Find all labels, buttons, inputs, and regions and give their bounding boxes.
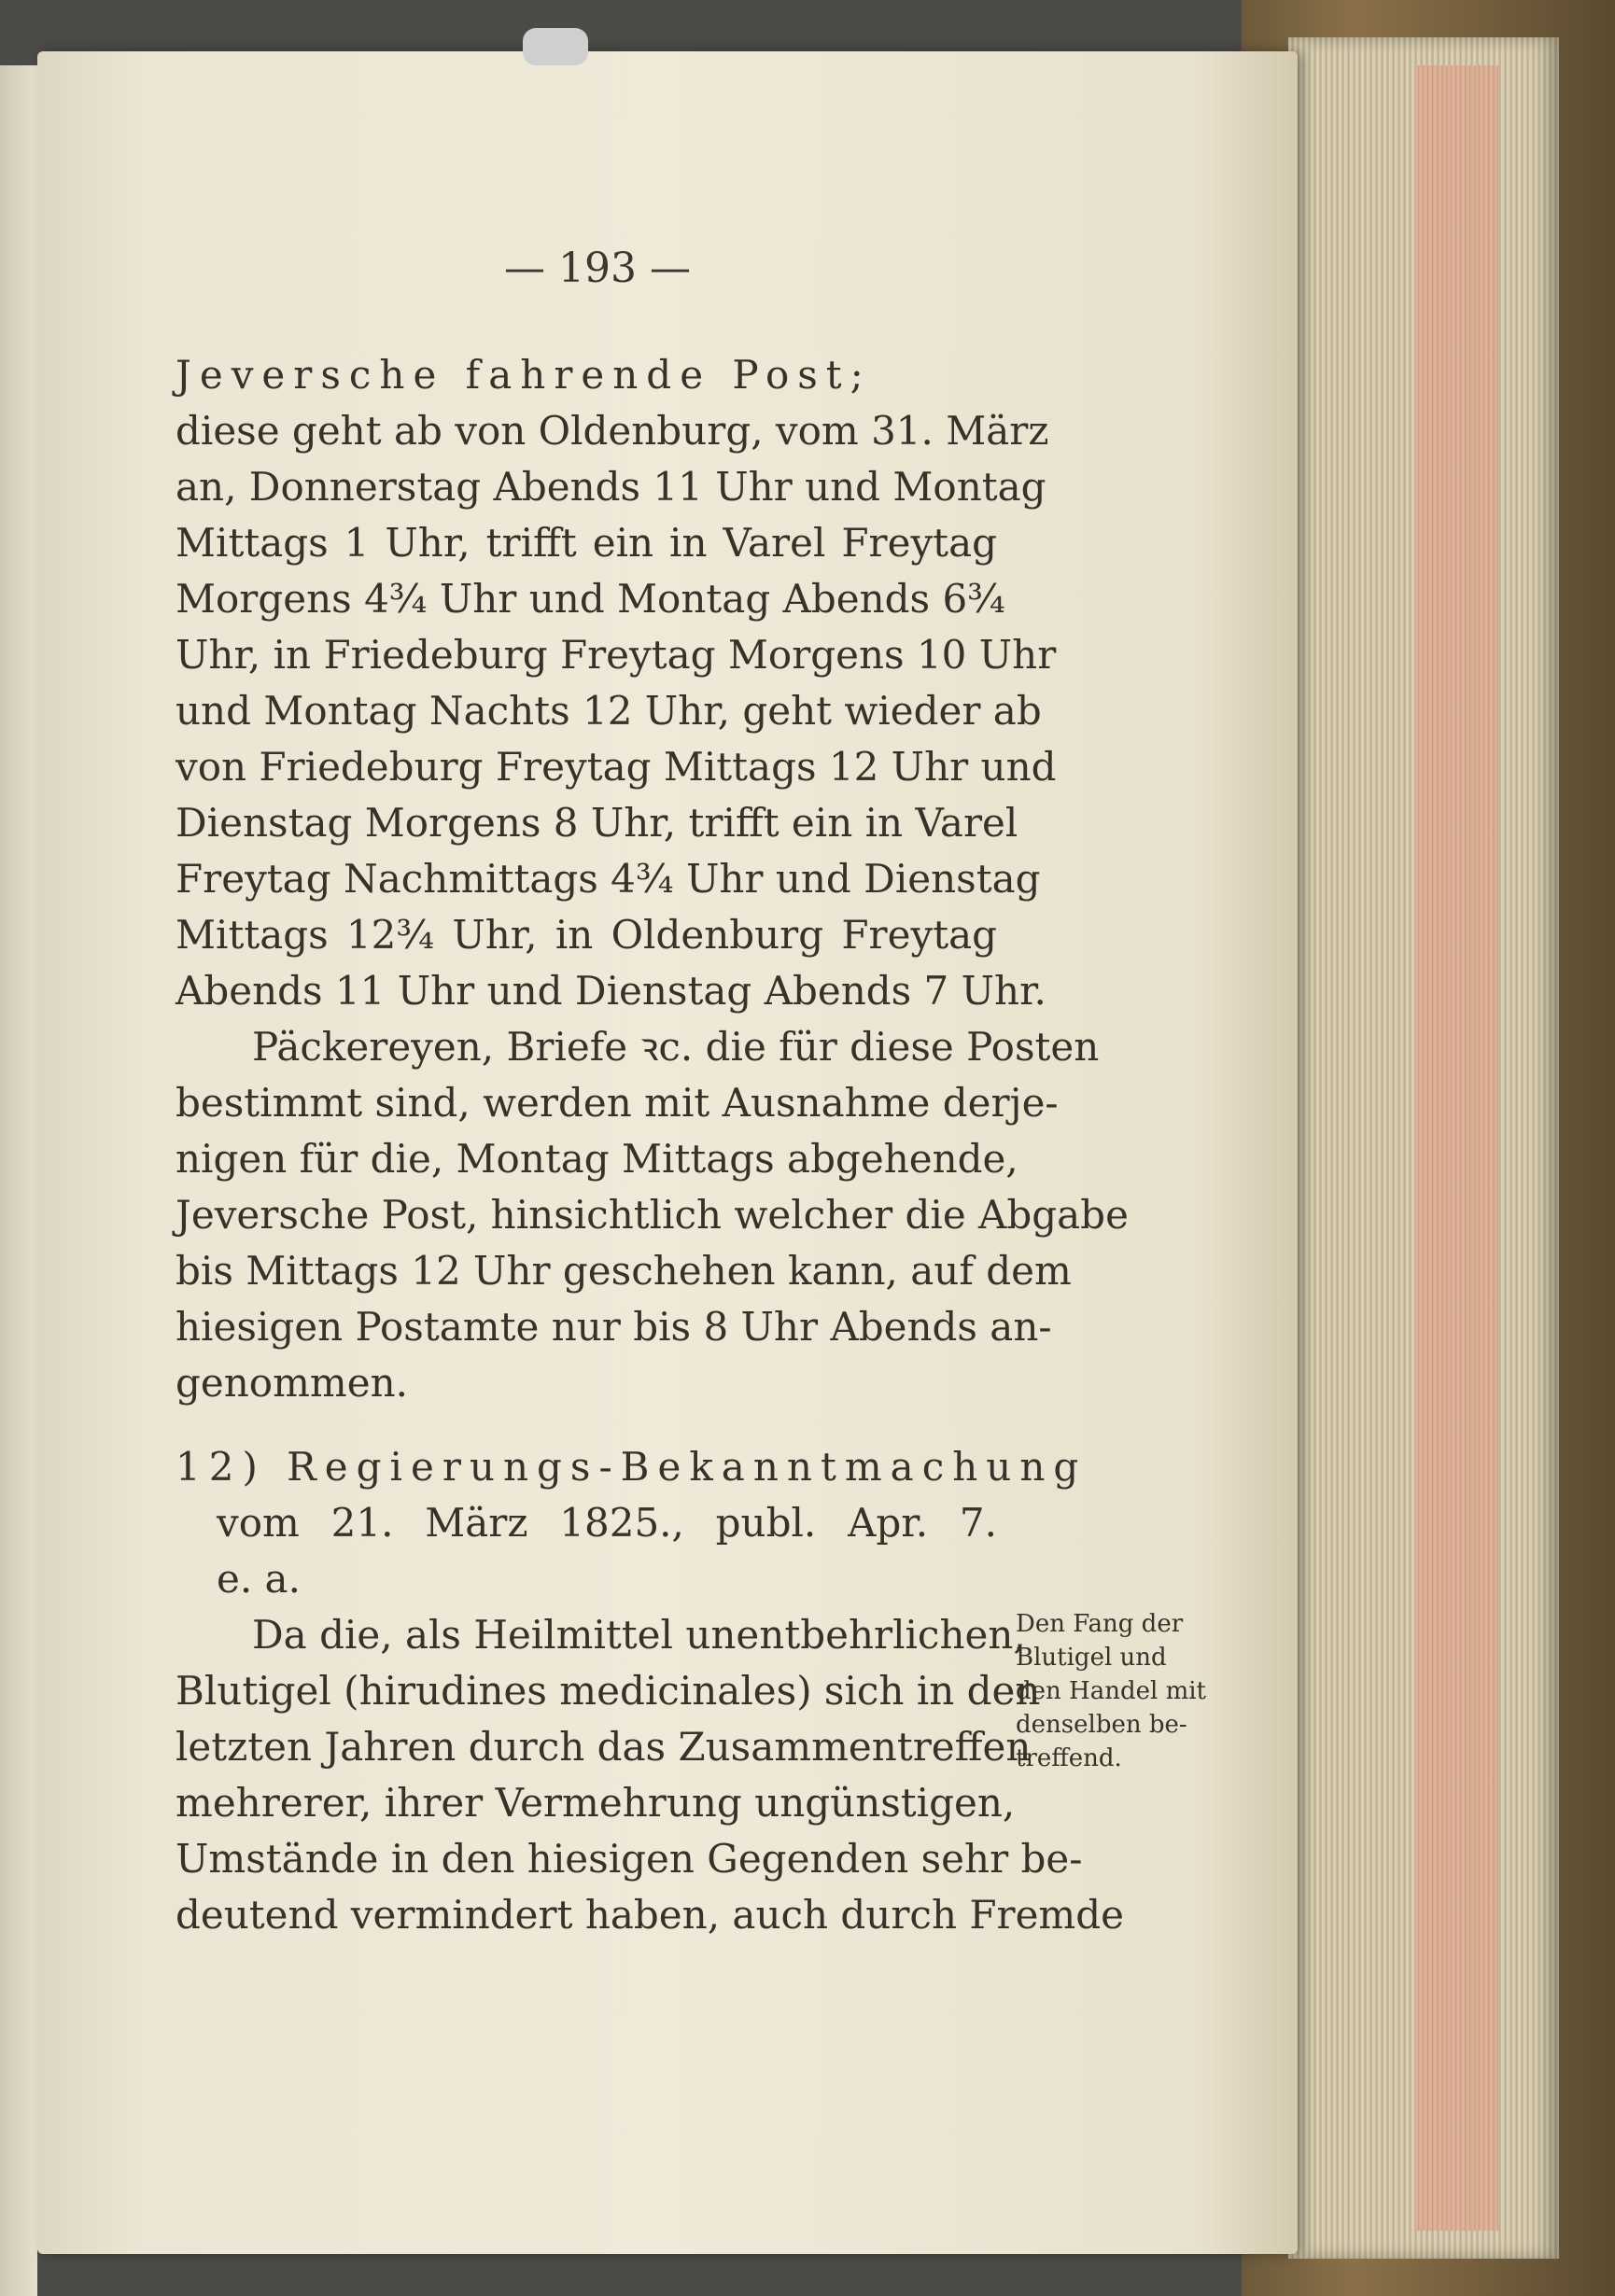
text-line: Morgens 4¾ Uhr und Montag Abends 6¾ — [176, 576, 1005, 622]
text-line: von Friedeburg Freytag Mittags 12 Uhr und — [176, 744, 1057, 790]
text-line: Freytag Nachmittags 4¾ Uhr und Dienstag — [176, 856, 1041, 902]
text-line: Uhr, in Friedeburg Freytag Morgens 10 Uhr — [176, 632, 1057, 678]
page-clip — [523, 28, 588, 65]
text-line: genommen. — [176, 1360, 408, 1406]
text-line: und Montag Nachts 12 Uhr, geht wieder ab — [176, 688, 1042, 734]
text-line: bestimmt sind, werden mit Ausnahme derje- — [176, 1080, 1059, 1126]
text-line: mehrerer, ihrer Vermehrung ungünstigen, — [176, 1780, 1016, 1826]
text-line: letzten Jahren durch das Zusammentreffen — [176, 1724, 1032, 1770]
text-line: nigen für die, Montag Mittags abgehende, — [176, 1136, 1018, 1182]
text-line: e. a. — [217, 1556, 301, 1602]
margin-note-line: treffend. — [1016, 1744, 1122, 1772]
text-line: bis Mittags 12 Uhr geschehen kann, auf dem — [176, 1248, 1072, 1294]
margin-note-line: Blutigel und — [1016, 1644, 1167, 1672]
text-line: Mittags 1 Uhr, trifft ein in Varel Freytag — [176, 520, 997, 566]
page-edge-tint — [1414, 65, 1498, 2231]
text-line: Dienstag Morgens 8 Uhr, trifft ein in Varel — [176, 800, 1018, 846]
page-header: — 193 — — [504, 245, 691, 292]
facing-page-edge — [0, 65, 37, 2296]
text-line: hiesigen Postamte nur bis 8 Uhr Abends an- — [176, 1304, 1052, 1350]
text-line: Umstände in den hiesigen Gegenden sehr be- — [176, 1836, 1083, 1882]
text-line: Jeversche Post, hinsichtlich welcher die Abgabe — [176, 1192, 1129, 1238]
text-line: Abends 11 Uhr und Dienstag Abends 7 Uhr. — [176, 968, 1046, 1014]
section-title: Jeversche fahrende Post; — [176, 352, 872, 398]
text-line: deutend vermindert haben, auch durch Fremde — [176, 1892, 1124, 1938]
margin-note-line: den Handel mit — [1016, 1677, 1206, 1705]
margin-note — [1016, 1607, 1230, 1775]
margin-note-line: Den Fang der — [1016, 1610, 1184, 1638]
text-line: an, Donnerstag Abends 11 Uhr und Montag — [176, 464, 1046, 510]
text-line: Da die, als Heilmittel unentbehrlichen, — [252, 1612, 1026, 1658]
text-line: Päckereyen, Briefe ꝛc. die für diese Posten — [252, 1024, 1100, 1070]
text-line: diese geht ab von Oldenburg, vom 31. März — [176, 408, 1049, 454]
section-heading: 12) Regierungs-Bekanntmachung — [176, 1444, 1088, 1490]
text-line: Blutigel (hirudines medicinales) sich in den — [176, 1668, 1041, 1714]
margin-note-line: denselben be- — [1016, 1711, 1187, 1739]
text-line: Mittags 12¾ Uhr, in Oldenburg Freytag — [176, 912, 997, 958]
text-line: vom 21. März 1825., publ. Apr. 7. — [217, 1500, 997, 1546]
